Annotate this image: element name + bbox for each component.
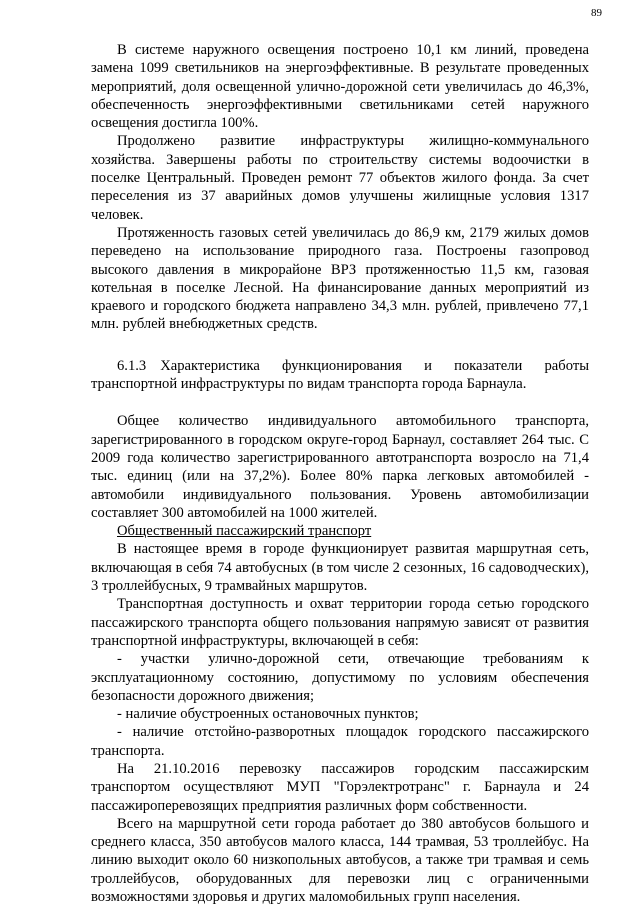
paragraph-transport-accessibility: Транспортная доступность и охват территории города сетью городского пассажирского транспорта общего пользования напрямую зависят от развития транспортной инфраструктуры, включающей в себя: bbox=[91, 596, 589, 649]
paragraph-housing-utilities: Продолжено развитие инфраструктуры жилищно-коммунального хозяйства. Завершены работы по строительству системы водоочистки в поселке Центральный. Проведен ремонт 77 объектов жилого фонда. За счет переселения из 37 аварийных домов улучшены жилищные условия 1317 человек. bbox=[91, 133, 589, 223]
paragraph-street-lighting: В системе наружного освещения построено 10,1 км линий, проведена замена 1099 светильников на энергоэффективные. В результате проведенных мероприятий, доля освещенной улично-дорожной сети увеличилась до 46,3%, обеспеченность энергоэффективными светильниками сетей наружного освещения достигла 100%. bbox=[91, 42, 589, 132]
list-item-road-sections: - участки улично-дорожной сети, отвечающие требованиям к эксплуатационному состоянию, допустимому по условиям обеспечения безопасности дорожного движения; bbox=[91, 651, 589, 704]
list-item-stops: - наличие обустроенных остановочных пунктов; bbox=[117, 706, 419, 723]
subheading-public-transport: Общественный пассажирский транспорт bbox=[117, 523, 372, 540]
paragraph-fleet: Всего на маршрутной сети города работает до 380 автобусов большого и среднего класса, 350 автобусов малого класса, 144 трамвая, 53 троллейбус. На линию выходит около 60 низкопольных автобусов, а также три трамвая и семь троллейбусов, оборудованных для перевозки лиц с ограниченными возможностями здоровья и других маломобильных групп населения. bbox=[91, 815, 589, 906]
paragraph-gas-networks: Протяженность газовых сетей увеличилась до 86,9 км, 2179 жилых домов переведено на использование природного газа. Построены газопровод высокого давления в микрорайоне ВРЗ протяженностью 11,5 км, газовая котельная в поселке Лесной. На финансирование данных мероприятий из краевого и городского бюджета направлено 34,3 млн. рублей, привлечено 77,1 млн. рублей внебюджетных средств. bbox=[91, 224, 589, 333]
paragraph-operators: На 21.10.2016 перевозку пассажиров городским пассажирским транспортом осуществляют МУП "Горэлектротранс" г. Барнаула и 24 пассажироперевозящих предприятия различных форм собственности. bbox=[91, 760, 589, 814]
list-item-turnaround-areas: - наличие отстойно-разворотных площадок городского пассажирского транспорта. bbox=[91, 724, 589, 759]
section-title: Характеристика функционирования и показатели работы транспортной инфраструктуры по видам транспорта города Барнаула. bbox=[91, 357, 589, 393]
paragraph-route-network: В настоящее время в городе функционирует развитая маршрутная сеть, включающая в себя 74 автобусных (в том числе 2 сезонных, 16 садоводческих), 3 троллейбусных, 9 трамвайных маршрутов. bbox=[91, 541, 589, 595]
page-content bbox=[91, 41, 589, 906]
paragraph-individual-vehicles: Общее количество индивидуального автомобильного транспорта, зарегистрированного в городском округе-город Барнаул, составляет 264 тыс. С 2009 года количество зарегистрированного автотранспорта возросло на 71,4 тыс. единиц (или на 37,2%). Более 80% парка легковых автомобилей - автомобили индивидуального пользования. Уровень автомобилизации составляет 300 автомобилей на 1000 жителей. bbox=[91, 413, 589, 521]
page-number: 89 bbox=[591, 7, 602, 19]
section-number: 6.1.3 bbox=[117, 357, 147, 374]
section-heading bbox=[91, 357, 589, 394]
